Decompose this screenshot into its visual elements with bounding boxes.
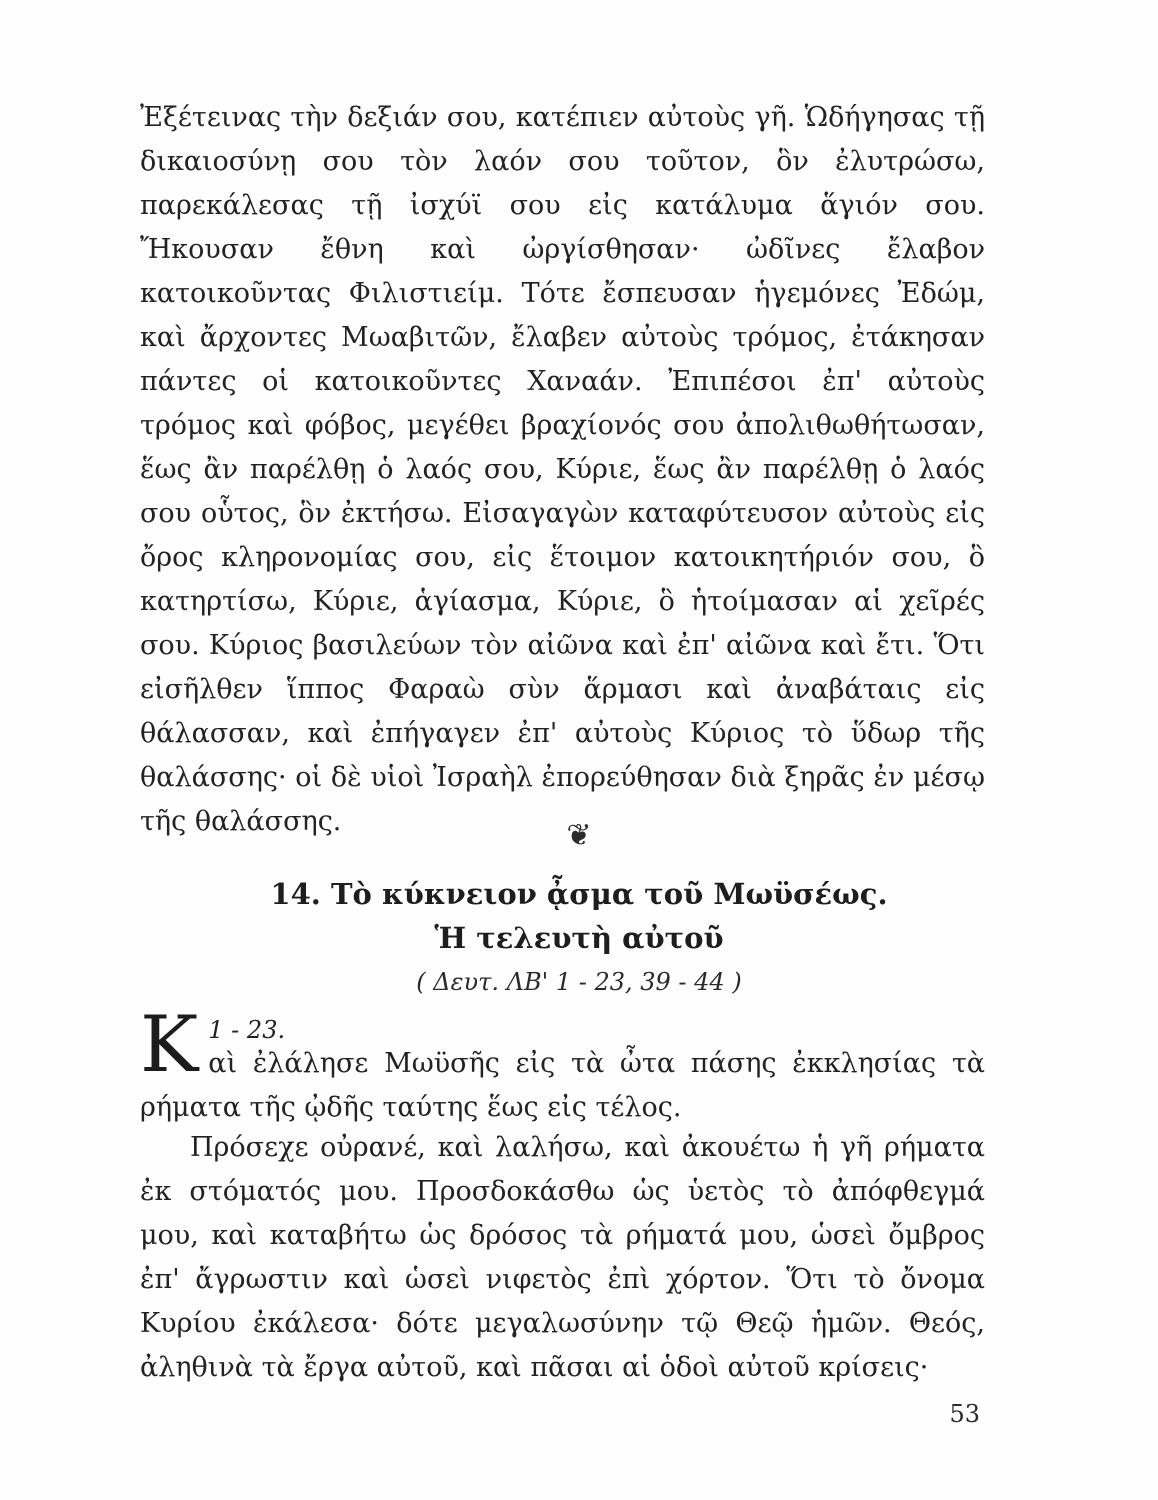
- drop-cap-paragraph: αὶ ἐλάλησε Μωϋσῆς εἰς τὰ ὦτα πάσης ἐκκλησίας τὰ ρήματα τῆς ᾠδῆς ταύτης ἕως εἰς τέλος.: [140, 1048, 985, 1123]
- body-paragraph-top: Ἐξέτεινας τὴν δεξιάν σου, κατέπιεν αὐτοὺς γῆ. Ὡδήγησας τῇ δικαιοσύνῃ σου τὸν λαόν σου τοῦτον, ὃν ἐλυτρώσω, παρεκάλεσας τῇ ἰσχύϊ σου εἰς κατάλυμα ἅγιόν σου. Ἤκουσαν ἔθνη καὶ ὠργίσθησαν· ὠδῖνες ἔλαβον κατοικοῦντας Φιλιστιείμ. Τότε ἔσπευσαν ἡγεμόνες Ἐδώμ, καὶ ἄρχοντες Μωαβιτῶν, ἔλαβεν αὐτοὺς τρόμος, ἐτάκησαν πάντες οἱ κατοικοῦντες Χαναάν. Ἐπιπέσοι ἐπ' αὐτοὺς τρόμος καὶ φόβος, μεγέθει βραχίονός σου ἀπολιθωθήτωσαν, ἕως ἂν παρέλθῃ ὁ λαός σου, Κύριε, ἕως ἂν παρέλθῃ ὁ λαός σου οὗτος, ὃν ἐκτήσω. Εἰσαγαγὼν καταφύτευσον αὐτοὺς εἰς ὄρος κληρονομίας σου, εἰς ἕτοιμον κατοικητήριόν σου, ὃ κατηρτίσω, Κύριε, ἁγίασμα, Κύριε, ὃ ἡτοίμασαν αἱ χεῖρές σου. Κύριος βασιλεύων τὸν αἰῶνα καὶ ἐπ' αἰῶνα καὶ ἔτι. Ὅτι εἰσῆλθεν ἵππος Φαραὼ σὺν ἅρμασι καὶ ἀναβάταις εἰς θάλασσαν, καὶ ἐπήγαγεν ἐπ' αὐτοὺς Κύριος τὸ ὕδωρ τῆς θαλάσσης· οἱ δὲ υἱοὶ Ἰσραὴλ ἐπορεύθησαν διὰ ξηρᾶς ἐν μέσῳ τῆς θαλάσσης.: [140, 102, 985, 837]
- drop-cap-section: [140, 1000, 985, 1130]
- chapter-heading: [0, 872, 1158, 960]
- chapter-title-line-1: 14. Τὸ κύκνειον ᾆσμα τοῦ Μωϋσέως.: [270, 877, 888, 911]
- chapter-reference: ( Δευτ. ΛΒ' 1 - 23, 39 - 44 ): [416, 968, 742, 996]
- verse-range-label: 1 - 23.: [208, 1016, 286, 1044]
- chapter-title-line-2: Ἡ τελευτὴ αὐτοῦ: [434, 921, 724, 955]
- drop-cap-letter: Κ: [140, 1000, 199, 1090]
- body-paragraph-2: Πρόσεχε οὐρανέ, καὶ λαλήσω, καὶ ἀκουέτω ἡ γῆ ρήματα ἐκ στόματός μου. Προσδοκάσθω ὡς ὑετὸς τὸ ἀπόφθεγμά μου, καὶ καταβήτω ὡς δρόσος τὰ ρήματά μου, ὡσεὶ ὄμβρος ἐπ' ἄγρωστιν καὶ ὡσεὶ νιφετὸς ἐπὶ χόρτον. Ὅτι τὸ ὄνομα Κυρίου ἐκάλεσα· δότε μεγαλωσύνην τῷ Θεῷ ἡμῶν. Θεός, ἀληθινὰ τὰ ἔργα αὐτοῦ, καὶ πᾶσαι αἱ ὁδοὶ αὐτοῦ κρίσεις·: [140, 1132, 985, 1383]
- fleuron-ornament-icon: ❦: [566, 818, 592, 853]
- page-number: 53: [949, 1400, 980, 1428]
